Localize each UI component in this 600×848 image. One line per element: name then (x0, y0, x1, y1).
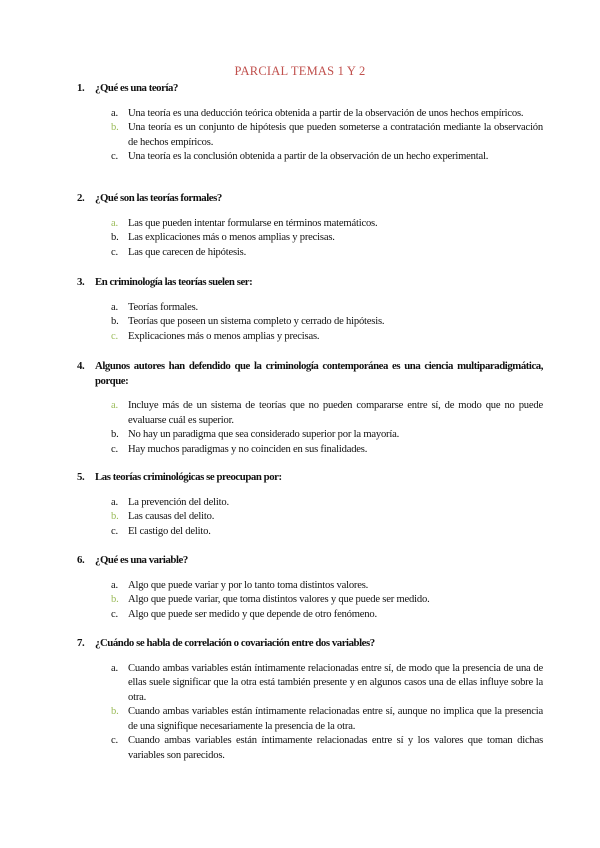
option-b (77, 121, 543, 150)
option-letter: c. (111, 246, 118, 258)
option-text: Hay muchos paradigmas y no coinciden en sus finalidades. (128, 443, 368, 455)
question-text: ¿Qué son las teorías formales? (95, 192, 222, 204)
option-text: Algo que puede variar, que toma distintos valores y que puede ser medido. (128, 594, 430, 605)
question-text: ¿Qué es una variable? (95, 554, 188, 566)
option-text: Cuando ambas variables están íntimamente relacionadas entre sí, de modo que la presencia de una de ellas suele significar que la otra está también presente y en algunos casos una de ellas influye sobre la otra. (128, 662, 543, 703)
option-letter: b. (111, 316, 119, 327)
option-letter: a. (111, 107, 118, 119)
question-number: 3. (77, 276, 85, 288)
option-b (77, 705, 543, 734)
option-letter-correct: b. (111, 511, 119, 522)
option-text: Algo que puede variar y por lo tanto toma distintos valores. (128, 579, 369, 591)
option-b (77, 315, 543, 330)
options-list (77, 301, 543, 345)
options-list (77, 107, 543, 165)
option-text: Cuando ambas variables están íntimamente relacionadas entre sí y los valores que toman dichas variables son parecidos. (128, 735, 543, 761)
option-letter-correct: b. (111, 706, 119, 717)
question-2 (77, 191, 543, 260)
option-a (77, 662, 543, 706)
option-letter: c. (111, 151, 118, 162)
question-3 (77, 275, 543, 344)
option-text: Las que pueden intentar formularse en términos matemáticos. (128, 217, 378, 229)
options-list (77, 496, 543, 540)
question-heading (77, 470, 543, 485)
option-letter: c. (111, 735, 118, 746)
option-text: Las causas del delito. (128, 511, 215, 522)
option-letter-correct: c. (111, 330, 118, 342)
option-letter-correct: a. (111, 400, 118, 411)
option-letter: a. (111, 579, 118, 591)
option-letter: b. (111, 232, 119, 243)
question-text: En criminología las teorías suelen ser: (95, 276, 253, 288)
options-list (77, 217, 543, 261)
options-list (77, 399, 543, 457)
question-text: ¿Cuándo se habla de correlación o covariación entre dos variables? (95, 637, 375, 649)
option-letter: a. (111, 496, 118, 508)
option-text: Cuando ambas variables están íntimamente relacionadas entre sí, aunque no implica que la presencia de una signifique necesariamente la presencia de la otra. (128, 706, 543, 732)
options-list (77, 579, 543, 623)
option-b (77, 428, 543, 443)
option-text: Una teoría es la conclusión obtenida a partir de la observación de un hecho experimental. (128, 151, 489, 162)
option-c (77, 150, 543, 165)
option-a (77, 399, 543, 428)
option-text: Las explicaciones más o menos amplias y precisas. (128, 232, 335, 243)
option-letter: a. (111, 662, 118, 674)
question-number: 6. (77, 554, 85, 566)
option-a (77, 301, 543, 316)
option-b (77, 593, 543, 608)
option-b (77, 510, 543, 525)
question-text: Algunos autores han defendido que la criminología contemporánea es una ciencia multiparadigmática, porque: (95, 360, 543, 387)
question-4 (77, 359, 543, 457)
question-heading (77, 191, 543, 206)
question-number: 2. (77, 192, 85, 204)
option-text: Teorías formales. (128, 301, 198, 313)
option-text: Algo que puede ser medido y que depende de otro fenómeno. (128, 608, 377, 620)
option-letter-correct: b. (111, 122, 119, 133)
option-text: El castigo del delito. (128, 525, 211, 537)
option-a (77, 217, 543, 232)
option-text: No hay un paradigma que sea considerado superior por la mayoría. (128, 429, 400, 440)
option-b (77, 231, 543, 246)
option-letter-correct: b. (111, 594, 119, 605)
option-text: Explicaciones más o menos amplias y precisas. (128, 330, 320, 342)
question-7 (77, 636, 543, 763)
question-text: Las teorías criminológicas se preocupan por: (95, 471, 282, 483)
question-5 (77, 470, 543, 539)
question-number: 5. (77, 471, 85, 483)
question-number: 7. (77, 637, 85, 649)
option-text: Una teoría es una deducción teórica obtenida a partir de la observación de unos hechos empíricos. (128, 107, 524, 119)
option-c (77, 443, 543, 458)
question-heading (77, 636, 543, 651)
option-letter: c. (111, 443, 118, 455)
option-letter-correct: a. (111, 217, 118, 229)
question-heading (77, 81, 543, 96)
option-letter: c. (111, 525, 118, 537)
option-text: La prevención del delito. (128, 496, 229, 508)
option-c (77, 525, 543, 540)
option-letter: c. (111, 608, 118, 620)
question-heading (77, 275, 543, 290)
options-list (77, 662, 543, 764)
question-heading (77, 553, 543, 568)
option-c (77, 608, 543, 623)
question-text: ¿Qué es una teoría? (95, 82, 178, 94)
option-text: Incluye más de un sistema de teorías que no pueden compararse entre sí, de modo que no puede evaluarse cuál es superior. (128, 400, 543, 426)
option-a (77, 496, 543, 511)
question-1 (77, 81, 543, 165)
option-c (77, 330, 543, 345)
option-text: Las que carecen de hipótesis. (128, 246, 247, 258)
option-c (77, 246, 543, 261)
option-a (77, 579, 543, 594)
option-letter: a. (111, 301, 118, 313)
option-a (77, 107, 543, 122)
page-title: PARCIAL TEMAS 1 Y 2 (234, 64, 366, 78)
question-6 (77, 553, 543, 622)
option-c (77, 734, 543, 763)
question-heading (77, 359, 543, 388)
question-number: 1. (77, 82, 85, 94)
question-number: 4. (77, 360, 85, 372)
option-text: Teorías que poseen un sistema completo y cerrado de hipótesis. (128, 316, 385, 327)
option-text: Una teoría es un conjunto de hipótesis que pueden someterse a contratación mediante la observación de hechos empíricos. (128, 122, 543, 148)
option-letter: b. (111, 429, 119, 440)
